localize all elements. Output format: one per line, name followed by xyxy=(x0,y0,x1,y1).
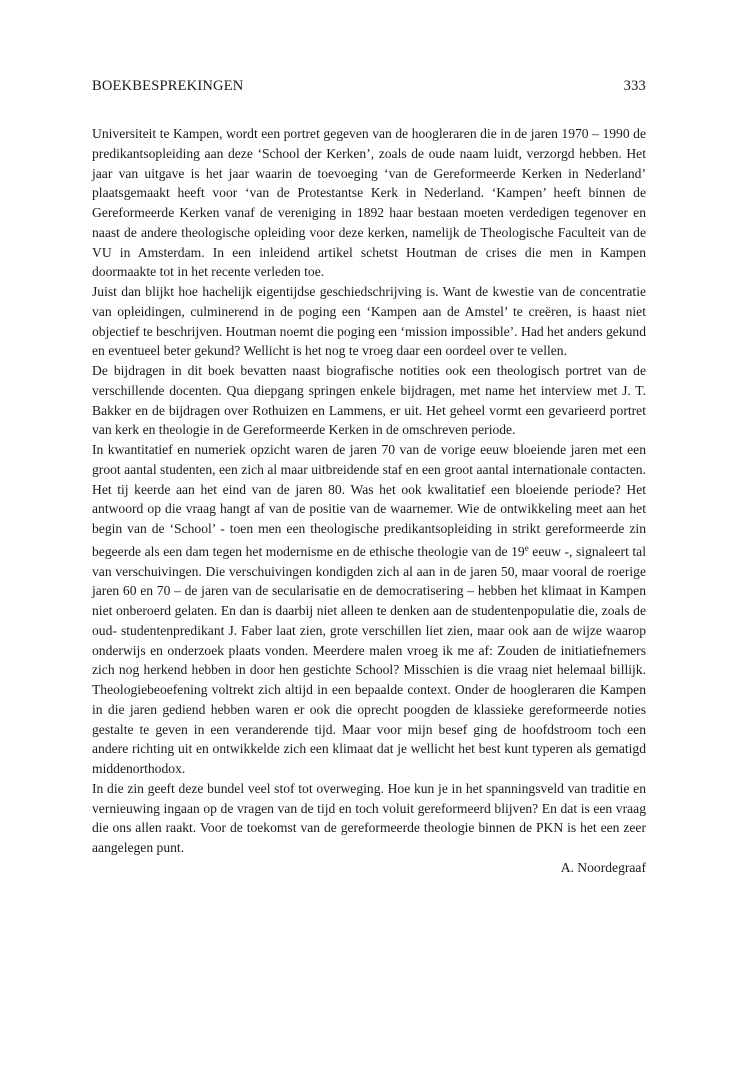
paragraph-1: Universiteit te Kampen, wordt een portret gegeven van de hoogleraren die in de jaren 1970 – 1990 de predikantsopleiding aan deze ‘School der Kerken’, zoals de oude naam luidt, verzorgd hebben. Het jaar van uitgave is het jaar waarin de toevoeging ‘van de Gereformeerde Kerken in Nederland’ plaatsgemaakt heeft voor ‘van de Protestantse Kerk in Nederland. ‘Kampen’ heeft binnen de Gereformeerde Kerken vanaf de vereniging in 1892 haar bestaan moeten verdedigen tegenover en naast de andere theologische opleiding voor deze kerken, namelijk de Theologische Faculteit van de VU in Amsterdam. In een inleidend artikel schetst Houtman de crises die men in Kampen doormaakte tot in het recente verleden toe. xyxy=(92,126,646,280)
page-number: 333 xyxy=(623,78,646,94)
paragraph-4-part-1: In kwantitatief en numeriek opzicht waren de jaren 70 van de vorige eeuw bloeiende jaren met een groot aantal studenten, een zich al maar uitbreidende staf en een groot aantal internationale contacten. Het tij keerde aan het eind van de jaren 80. Was het ook kwalitatief een bloeiende periode? Het antwoord op die vraag hangt af van de positie van de waarnemer. Wie de ontwikkeling meet aan het begin van de ‘School’ - toen men een theologische predikantsopleiding in strikt gereformeerde zin begeerde als een dam tegen het modernisme en de ethische theologie van de 19 xyxy=(92,442,646,559)
superscript: e xyxy=(524,542,529,553)
author-signature: A. Noordegraaf xyxy=(560,859,646,875)
paragraph-4-part-2: eeuw -, signaleert tal van verschuivingen. Die verschuivingen kondigden zich al aan in de jaren 50, maar vooral de roerige jaren 60 en 70 – de jaren van de secularisatie en de democratisering – hebben het klimaat in Kampen niet onberoerd gelaten. En dan is daarbij niet alleen te denken aan de studentenpopulatie die, zoals de oud- studentenpredikant J. Faber laat zien, grote verschillen liet zien, maar ook aan de wijze waarop onderwijs en onderzoek plaats vonden. Meerdere malen vroeg ik me af: Zouden de initiatiefnemers zich nog herkend hebben in door hen gestichte School? Misschien is die vraag niet helemaal billijk. Theologiebeoefening voltrekt zich altijd in een bepaalde context. Onder de hoogleraren die Kampen in die jaren gediend hebben waren er ook die oprecht poogden de klassieke gereformeerde noties gestalte te geven in een veranderende tijd. Maar voor mijn besef ging de hoofdstroom toch een andere richting uit en ontwikkelde zich een klimaat dat je wellicht het best kunt typeren als gematigd middenorthodox. xyxy=(92,543,646,776)
section-title: BOEKBESPREKINGEN xyxy=(92,78,244,94)
paragraph-3: De bijdragen in dit boek bevatten naast biografische notities ook een theologisch portret van de verschillende docenten. Qua diepgang springen enkele bijdragen, met name het interview met J. T. Bakker en de bijdragen over Rothuizen en Lammens, er uit. Het geheel vormt een gevarieerd portret van kerk en theologie in de Gereformeerde Kerken in de omschreven periode. xyxy=(92,363,646,438)
paragraph-4 xyxy=(92,440,646,779)
paragraph-5: In die zin geeft deze bundel veel stof tot overweging. Hoe kun je in het spanningsveld van traditie en vernieuwing ingaan op de vragen van de tijd en toch voluit gereformeerd blijven? En dat is een vraag die ons allen raakt. Voor de toekomst van de gereformeerde theologie binnen de PKN is het een zeer aangelegen punt. xyxy=(92,780,646,855)
article-body xyxy=(92,124,646,878)
paragraph-2: Juist dan blijkt hoe hachelijk eigentijdse geschiedschrijving is. Want de kwestie van de concentratie van opleidingen, culminerend in de poging een ‘Kampen aan de Amstel’ te creëren, is haast niet objectief te beschrijven. Houtman noemt die poging een ‘mission impossible’. Had het anders gekund en eventueel beter gekund? Wellicht is het nog te vroeg daar een oordeel over te vellen. xyxy=(92,284,646,359)
